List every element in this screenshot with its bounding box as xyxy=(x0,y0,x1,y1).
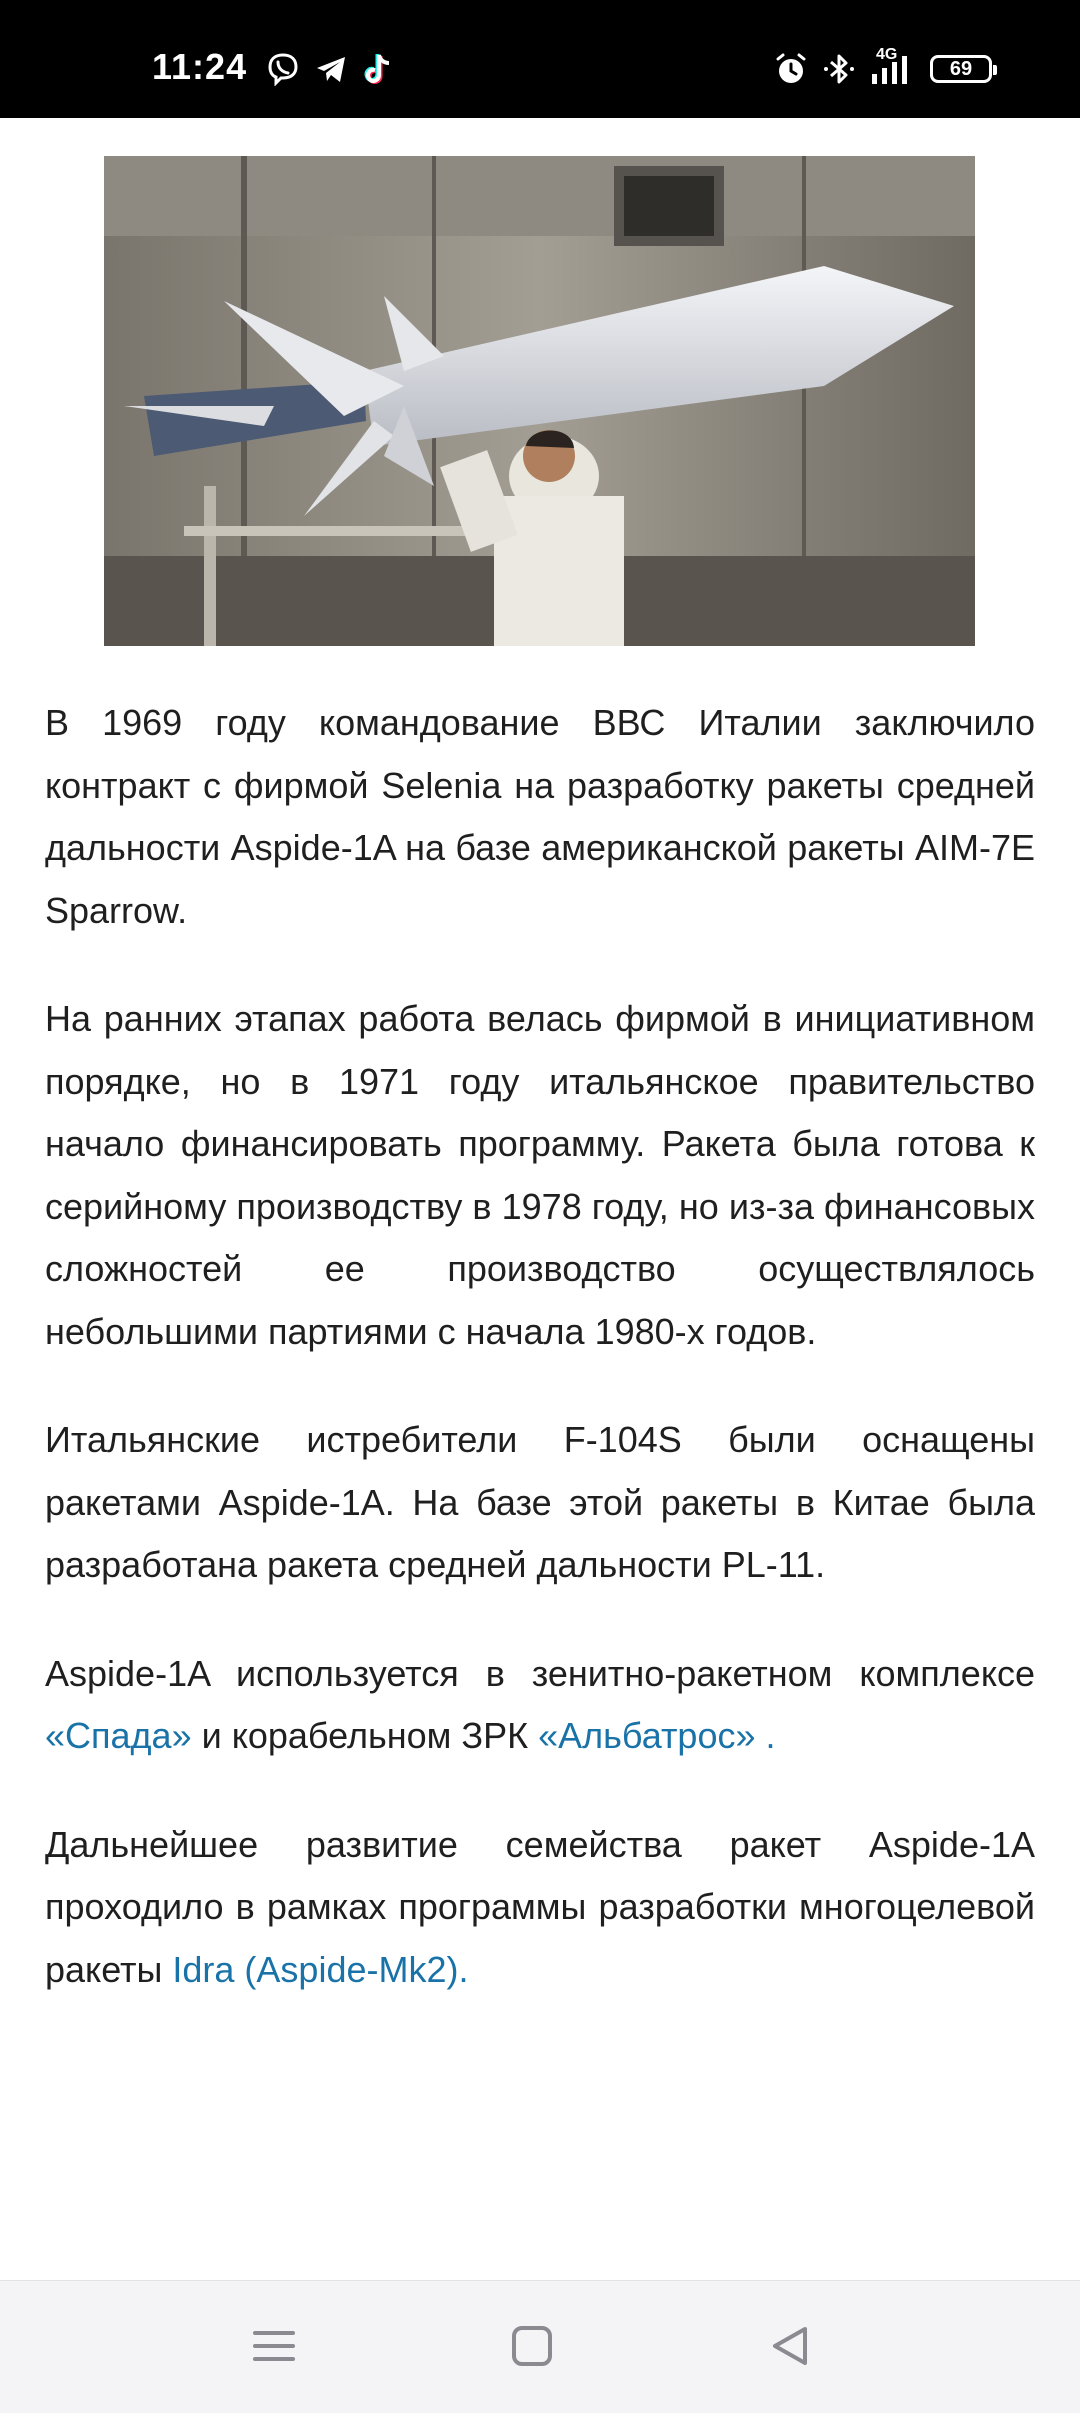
menu-button[interactable] xyxy=(249,2321,299,2371)
paragraph-1: В 1969 году командование ВВС Италии заключило контракт с фирмой Selenia на разработку ракеты средней дальности Aspide-1A на базе американской ракеты AIM-7E Sparrow. xyxy=(45,702,1035,931)
status-time: 11:24 xyxy=(152,46,248,87)
navigation-bar xyxy=(0,2280,1080,2413)
bluetooth-icon xyxy=(822,52,856,86)
viber-icon xyxy=(266,52,300,86)
status-bar xyxy=(0,0,1080,118)
tiktok-icon xyxy=(362,52,396,86)
notification-icons xyxy=(266,52,396,86)
menu-icon xyxy=(249,2321,299,2371)
system-icons xyxy=(774,46,992,86)
paragraph-5-text-before: Дальнейшее развитие семейства ракет Aspide-1A проходило в рамках программы разработки многоцелевой ракеты xyxy=(45,1823,1035,1990)
link-spada[interactable]: «Спада» xyxy=(45,1715,192,1756)
paragraph-2: На ранних этапах работа велась фирмой в инициативном порядке, но в 1971 году итальянское правительство начало финансировать программу. Ракета была готова к серийному производству в 1978 году, но из-за финансовых сложностей ее производство осуществлялось небольшими партиями с начала 1980-х годов. xyxy=(45,998,1035,1352)
article-body xyxy=(45,692,1035,2047)
link-idra[interactable]: Idra (Aspide-Mk2). xyxy=(172,1948,469,1990)
home-icon xyxy=(507,2321,557,2371)
paragraph-3: Итальянские истребители F-104S были оснащены ракетами Aspide-1A. На базе этой ракеты в Китае была разработана ракета средней дальности PL-11. xyxy=(45,1419,1035,1585)
signal-4g-icon xyxy=(870,46,916,86)
telegram-icon xyxy=(314,52,348,86)
battery-indicator xyxy=(930,55,992,83)
back-button[interactable] xyxy=(765,2321,815,2371)
home-button[interactable] xyxy=(507,2321,557,2371)
network-label: 4G xyxy=(876,46,898,63)
missile-photo xyxy=(104,156,975,646)
paragraph-4 xyxy=(45,1643,1035,1768)
back-icon xyxy=(765,2321,815,2371)
alarm-icon xyxy=(774,52,808,86)
paragraph-4-text-middle: и корабельном ЗРК xyxy=(191,1715,539,1756)
battery-level: 69 xyxy=(949,57,973,80)
link-albatros[interactable]: «Альбатрос» . xyxy=(538,1715,776,1756)
paragraph-4-text-before: Aspide-1A используется в зенитно-ракетном комплексе xyxy=(45,1652,1035,1694)
paragraph-5 xyxy=(45,1814,1035,2002)
